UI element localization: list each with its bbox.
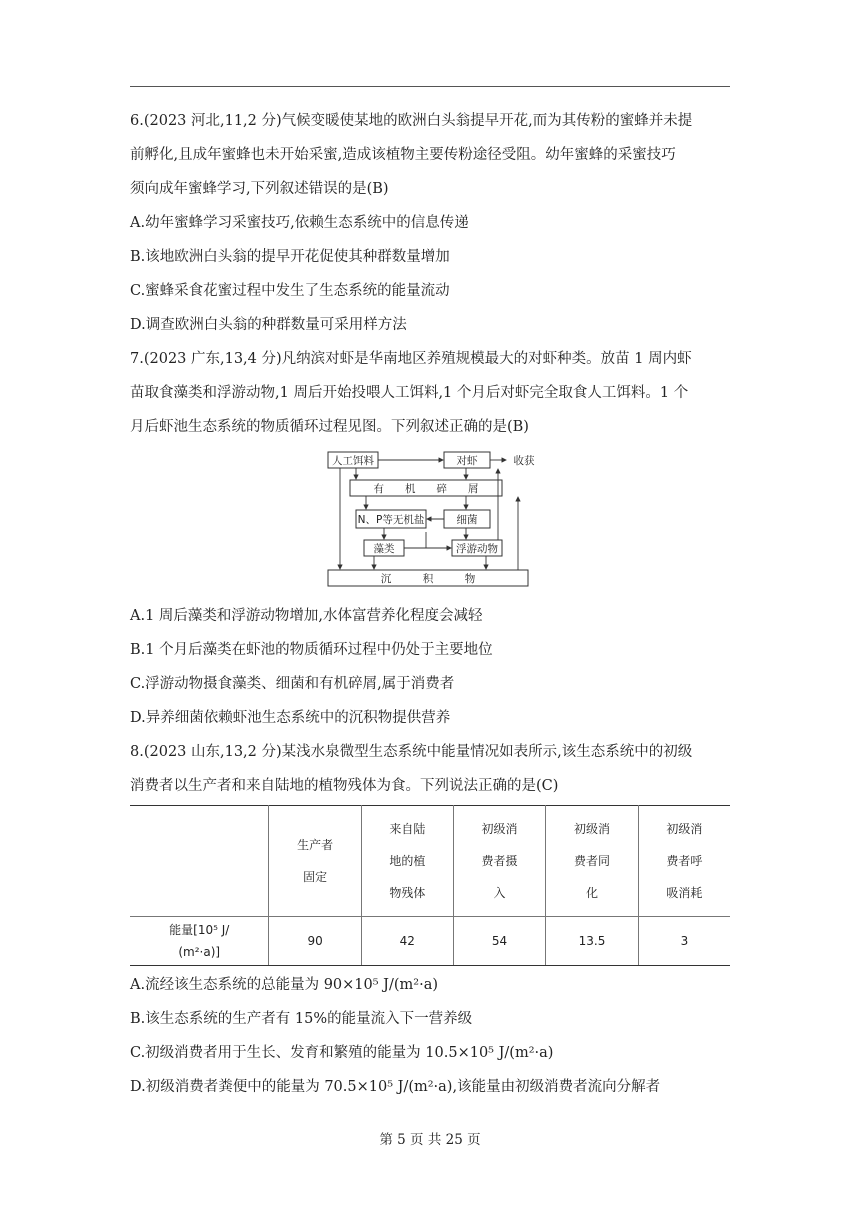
- table-cell: 42: [361, 917, 453, 966]
- bacteria-label: 细菌: [456, 514, 478, 526]
- harvest-label: 收获: [513, 455, 535, 467]
- header-text: 费者摄: [481, 854, 518, 868]
- question-6: [130, 104, 730, 342]
- sediment-label: 沉 积 物: [380, 573, 476, 585]
- header-text: 初级消: [481, 822, 518, 836]
- zooplankton-label: 浮游动物: [456, 543, 498, 555]
- q7-stem-line-1: 7.(2023 广东,13,4 分)凡纳滨对虾是华南地区养殖规模最大的对虾种类。放苗 1 周内虾: [130, 351, 692, 367]
- table-cell: 54: [453, 917, 545, 966]
- page-footer: 第 5 页 共 25 页: [379, 1132, 481, 1148]
- header-text: 地的植: [389, 854, 426, 868]
- table-header-consumer-assimilation: [546, 806, 639, 917]
- q6-stem-line-2: 前孵化,且成年蜜蜂也未开始采蜜,造成该植物主要传粉途径受阻。幼年蜜蜂的采蜜技巧: [130, 147, 676, 163]
- q6-option-c: C.蜜蜂采食花蜜过程中发生了生态系统的能量流动: [130, 283, 450, 299]
- q7-stem-line-2: 苗取食藻类和浮游动物,1 周后开始投喂人工饵料,1 个月后对虾完全取食人工饵料。1 个: [130, 385, 689, 401]
- q7-stem-line-3: 月后虾池生态系统的物质循环过程见图。下列叙述正确的是(B): [130, 419, 529, 435]
- table-cell: 90: [269, 917, 361, 966]
- table-row-label: [130, 917, 269, 966]
- energy-table: [130, 805, 730, 966]
- q6-option-b: B.该地欧洲白头翁的提早开花促使其种群数量增加: [130, 249, 450, 265]
- q7-option-b: B.1 个月后藻类在虾池的物质循环过程中仍处于主要地位: [130, 642, 493, 658]
- q8-option-b: B.该生态系统的生产者有 15%的能量流入下一营养级: [130, 1011, 473, 1027]
- header-text: 初级消: [573, 822, 610, 836]
- question-7: [130, 342, 730, 735]
- table-header-consumer-respiration: [638, 806, 730, 917]
- q8-stem-line-2: 消费者以生产者和来自陆地的植物残体为食。下列说法正确的是(C): [130, 778, 559, 794]
- row-label-text: (m²·a)]: [178, 945, 221, 959]
- q6-option-d: D.调查欧洲白头翁的种群数量可采用样方法: [130, 317, 407, 333]
- debris-label: 有 机 碎 屑: [373, 483, 479, 495]
- header-rule: [130, 86, 730, 87]
- row-label-text: 能量[10⁵ J/: [169, 923, 230, 937]
- shrimp-label: 对虾: [456, 455, 478, 467]
- q6-stem-line-3: 须向成年蜜蜂学习,下列叙述错误的是(B): [130, 181, 389, 197]
- table-header-consumer-intake: [453, 806, 545, 917]
- material-cycle-diagram: [130, 448, 730, 593]
- table-cell: 3: [638, 917, 730, 966]
- header-text: 费者同: [573, 854, 610, 868]
- q7-option-d: D.异养细菌依赖虾池生态系统中的沉积物提供营养: [130, 710, 451, 726]
- question-8: [130, 735, 730, 1104]
- table-header-row: [130, 806, 730, 917]
- q6-option-a: A.幼年蜜蜂学习采蜜技巧,依赖生态系统中的信息传递: [130, 215, 469, 231]
- q8-option-c: C.初级消费者用于生长、发育和繁殖的能量为 10.5×10⁵ J/(m²·a): [130, 1045, 554, 1061]
- q7-option-a: A.1 周后藻类和浮游动物增加,水体富营养化程度会减轻: [130, 608, 483, 624]
- header-text: 吸消耗: [666, 886, 703, 900]
- header-text: 化: [585, 886, 598, 900]
- q7-option-c: C.浮游动物摄食藻类、细菌和有机碎屑,属于消费者: [130, 676, 455, 692]
- q8-stem-line-1: 8.(2023 山东,13,2 分)某浅水泉微型生态系统中能量情况如表所示,该生态系统中的初级: [130, 744, 693, 760]
- table-row: [130, 917, 730, 966]
- salts-label: N、P等无机盐: [357, 514, 425, 526]
- diagram-svg: [326, 448, 546, 593]
- table-header-producer-fixation: [269, 806, 361, 917]
- q6-stem-line-1: 6.(2023 河北,11,2 分)气候变暖使某地的欧洲白头翁提早开花,而为其传粉的蜜蜂并未提: [130, 113, 693, 129]
- header-text: 初级消: [666, 822, 703, 836]
- header-text: 入: [493, 886, 506, 900]
- header-text: 固定: [303, 870, 328, 884]
- algae-label: 藻类: [373, 543, 395, 555]
- header-text: 物残体: [389, 886, 426, 900]
- q8-option-a: A.流经该生态系统的总能量为 90×10⁵ J/(m²·a): [130, 977, 438, 993]
- table-header-plant-debris: [361, 806, 453, 917]
- page-content: [130, 104, 730, 1104]
- q8-option-d: D.初级消费者粪便中的能量为 70.5×10⁵ J/(m²·a),该能量由初级消费者流向分解者: [130, 1079, 661, 1095]
- header-text: 费者呼: [666, 854, 703, 868]
- feed-label: 人工饵料: [332, 455, 374, 467]
- header-text: 来自陆: [389, 822, 426, 836]
- table-cell: 13.5: [546, 917, 639, 966]
- header-text: 生产者: [297, 838, 334, 852]
- table-header-empty: [130, 806, 269, 917]
